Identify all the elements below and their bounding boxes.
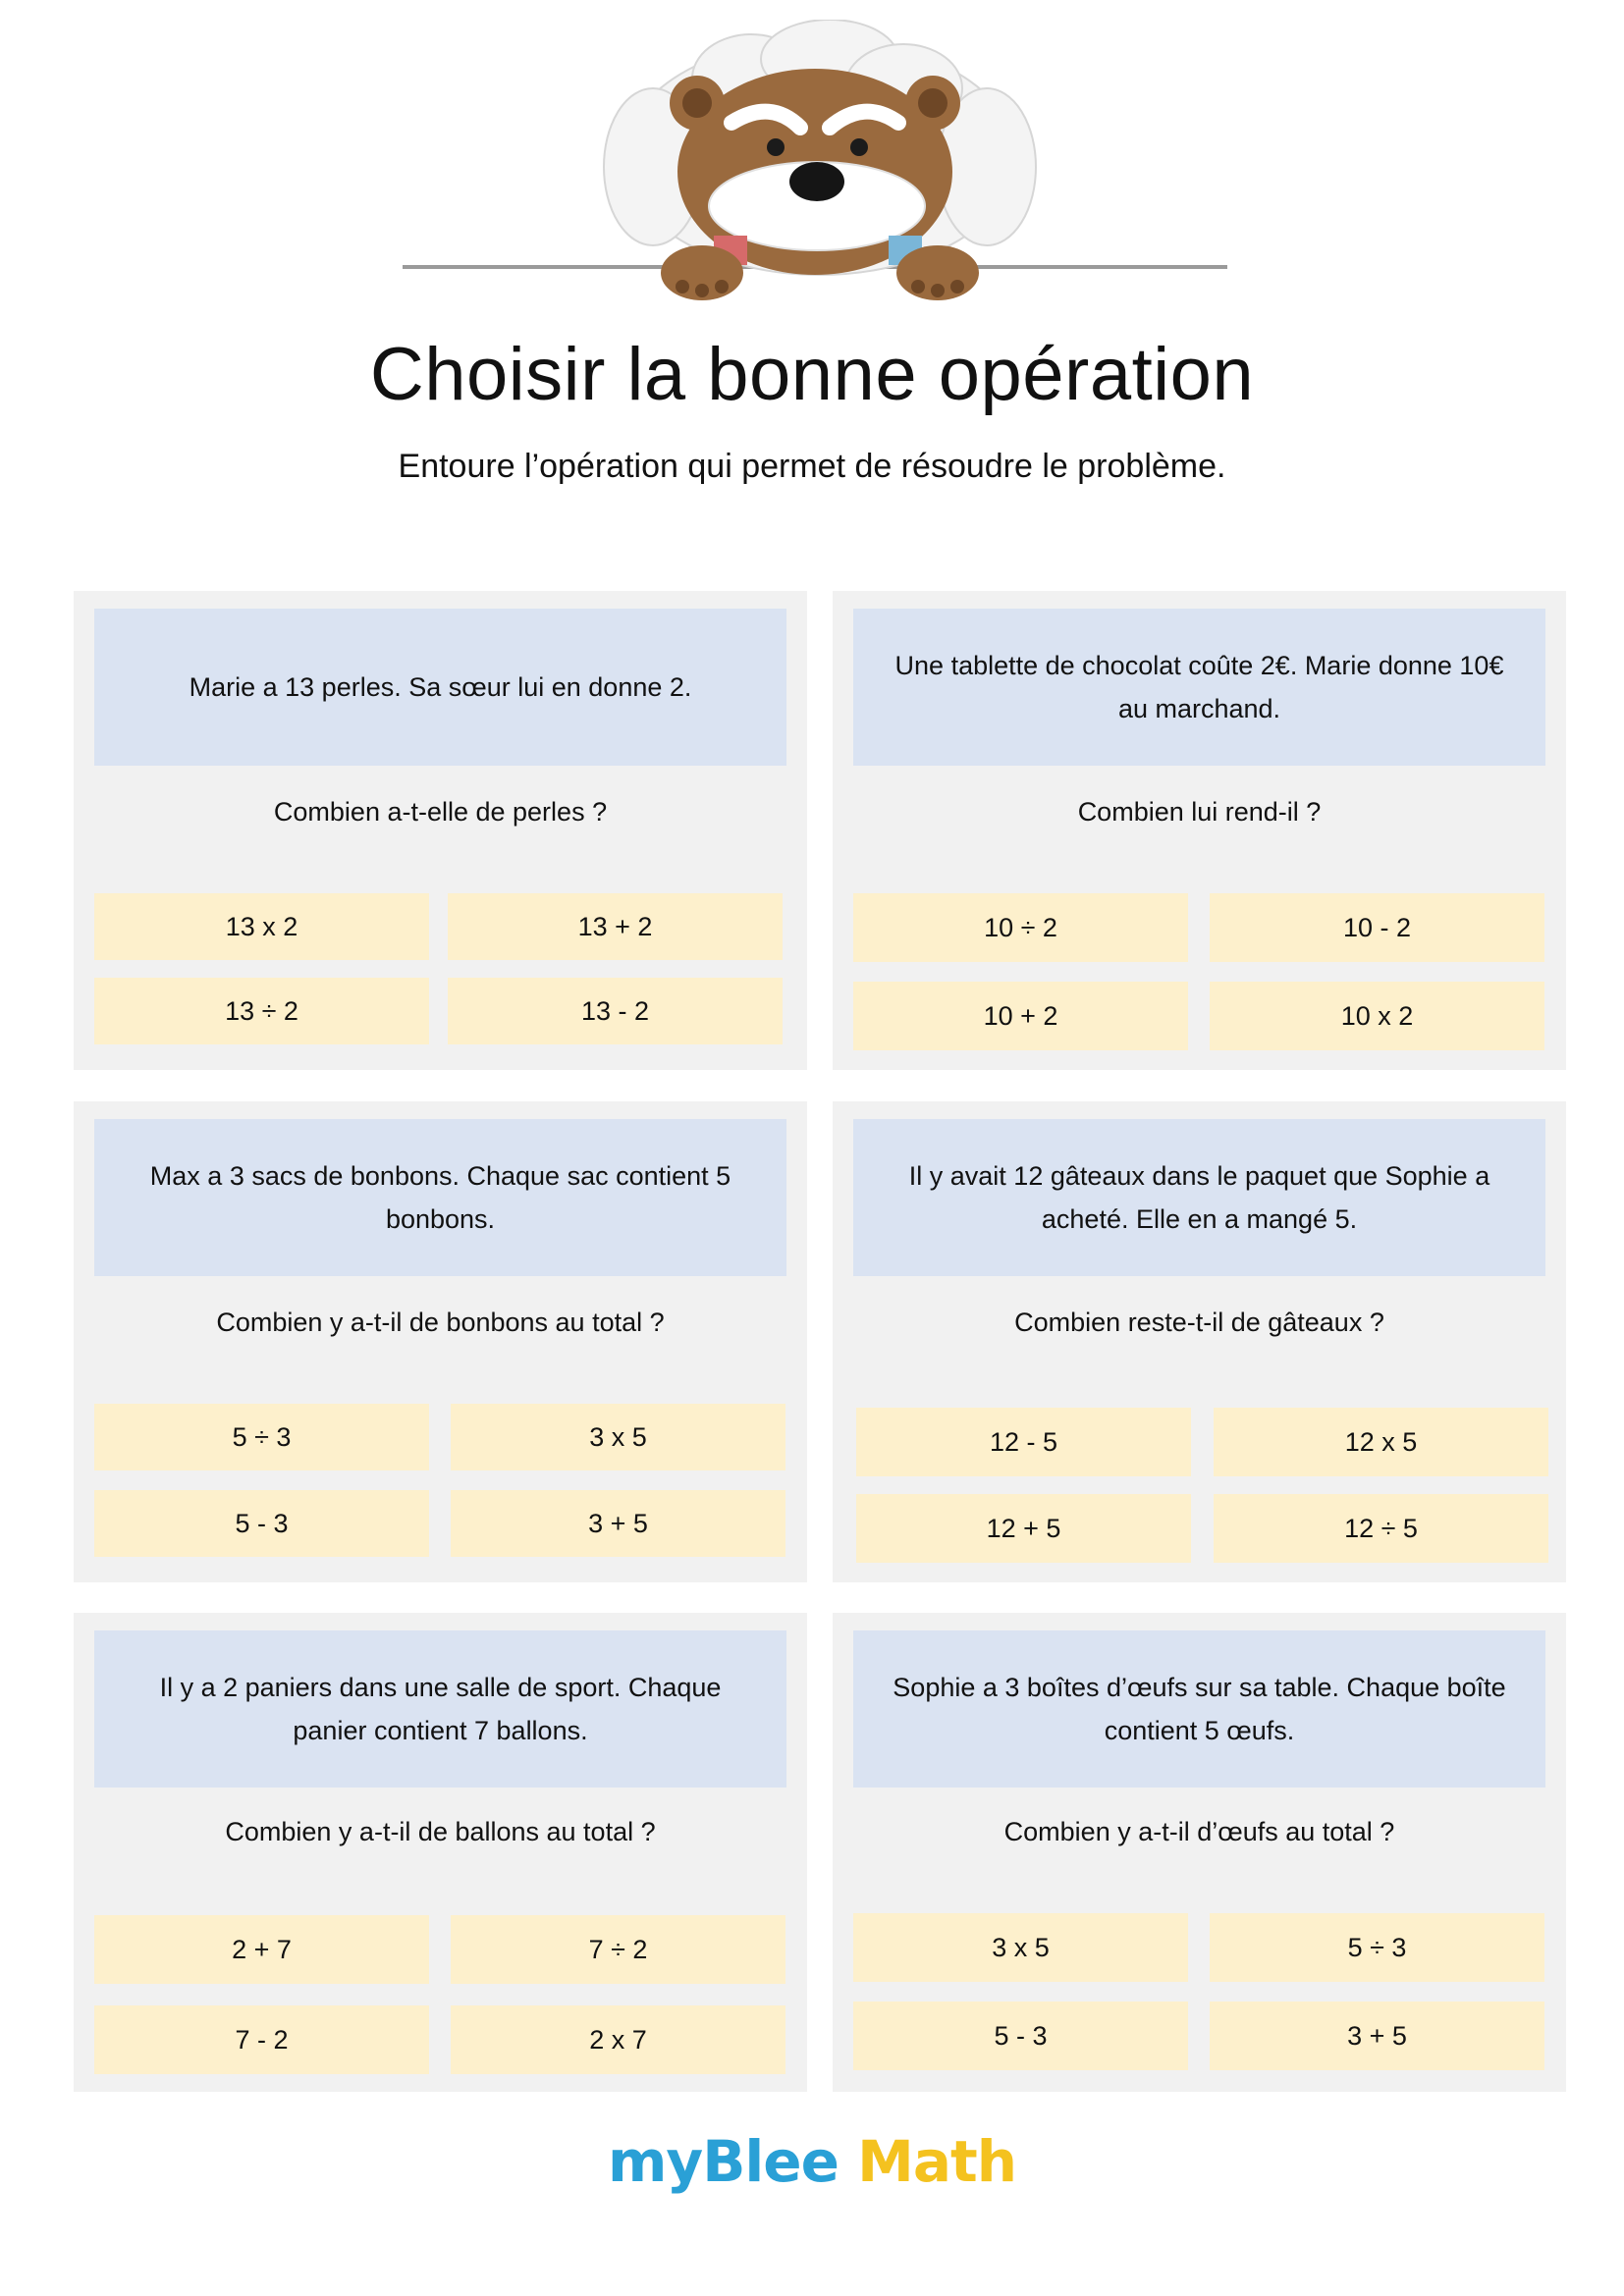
problem-statement: Marie a 13 perles. Sa sœur lui en donne 2. [94,609,786,766]
operation-option[interactable]: 5 ÷ 3 [1210,1913,1544,1982]
operation-option[interactable]: 13 + 2 [448,893,783,960]
operation-option[interactable]: 10 x 2 [1210,982,1544,1050]
problem-question: Combien y a-t-il d’œufs au total ? [1003,1817,1395,1846]
operation-option[interactable]: 7 - 2 [94,2005,429,2074]
problem-card-4 [833,1101,1566,1582]
problem-statement: Il y avait 12 gâteaux dans le paquet que Sophie a acheté. Elle en a mangé 5. [853,1119,1545,1276]
problem-statement: Sophie a 3 boîtes d’œufs sur sa table. Chaque boîte contient 5 œufs. [853,1630,1545,1788]
problem-question: Combien a-t-elle de perles ? [273,797,608,827]
operation-option[interactable]: 12 - 5 [856,1408,1191,1476]
problem-card-5 [74,1613,807,2092]
operation-option[interactable]: 3 x 5 [451,1404,785,1470]
problem-statement: Il y a 2 paniers dans une salle de sport. Chaque panier contient 7 ballons. [94,1630,786,1788]
operation-option[interactable]: 13 x 2 [94,893,429,960]
operation-option[interactable]: 3 x 5 [853,1913,1188,1982]
problem-question: Combien lui rend-il ? [1077,797,1322,827]
problem-card-3 [74,1101,807,1582]
operation-option[interactable]: 13 - 2 [448,978,783,1044]
brand-math: Math [857,2128,1017,2195]
operation-option[interactable]: 2 + 7 [94,1915,429,1984]
operation-option[interactable]: 3 + 5 [451,1490,785,1557]
operation-option[interactable]: 12 x 5 [1214,1408,1548,1476]
operation-option[interactable]: 12 ÷ 5 [1214,1494,1548,1563]
operation-option[interactable]: 12 + 5 [856,1494,1191,1563]
problem-question: Combien y a-t-il de bonbons au total ? [216,1308,665,1337]
problem-statement: Max a 3 sacs de bonbons. Chaque sac contient 5 bonbons. [94,1119,786,1276]
page-title: Choisir la bonne opération [369,333,1255,416]
operation-option[interactable]: 5 - 3 [853,2002,1188,2070]
operation-option[interactable]: 5 - 3 [94,1490,429,1557]
problem-question: Combien y a-t-il de ballons au total ? [225,1817,656,1846]
operation-option[interactable]: 10 + 2 [853,982,1188,1050]
problem-statement: Une tablette de chocolat coûte 2€. Marie donne 10€ au marchand. [853,609,1545,766]
problem-card-6 [833,1613,1566,2092]
brand-my: my [607,2128,703,2195]
operation-option[interactable]: 13 ÷ 2 [94,978,429,1044]
brand-logo [0,2128,1624,2195]
problem-card-1 [74,591,807,1070]
brand-blee: Blee [702,2128,839,2195]
operation-option[interactable]: 10 - 2 [1210,893,1544,962]
operation-option[interactable]: 7 ÷ 2 [451,1915,785,1984]
operation-option[interactable]: 3 + 5 [1210,2002,1544,2070]
operation-option[interactable]: 2 x 7 [451,2005,785,2074]
page-instruction: Entoure l’opération qui permet de résoudre le problème. [398,448,1226,485]
problem-question: Combien reste-t-il de gâteaux ? [1014,1308,1384,1337]
operation-option[interactable]: 5 ÷ 3 [94,1404,429,1470]
problem-card-2 [833,591,1566,1070]
operation-option[interactable]: 10 ÷ 2 [853,893,1188,962]
bear-mascot-illustration [398,20,1232,304]
